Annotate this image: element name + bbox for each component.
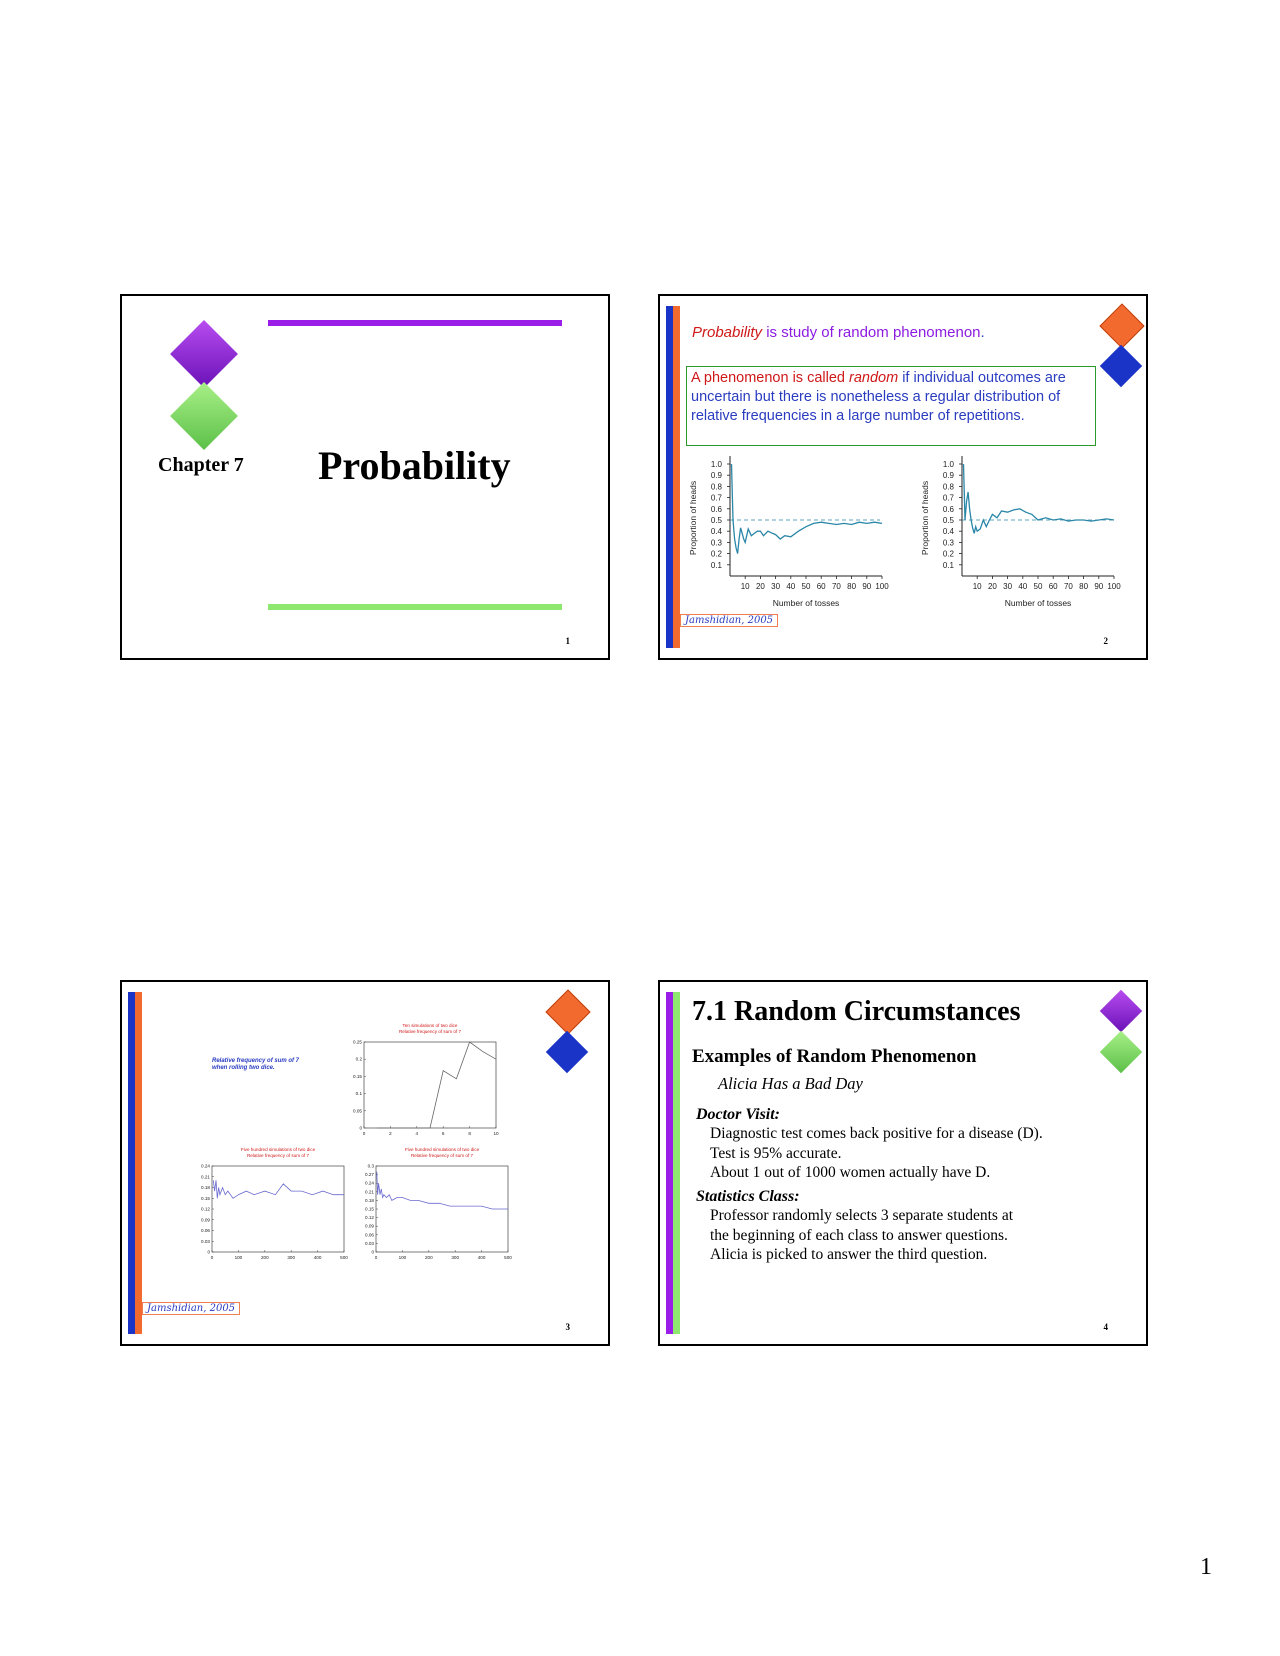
x-tick-label: 300: [451, 1255, 460, 1260]
text-line: Test is 95% accurate.: [710, 1144, 842, 1162]
x-tick-label: 90: [1094, 582, 1104, 591]
y-axis-label: Proportion of heads: [920, 480, 930, 556]
y-tick-label: 0.3: [942, 538, 954, 548]
y-tick-label: 0.06: [201, 1228, 210, 1233]
y-tick-label: 0.25: [353, 1039, 362, 1045]
y-tick-label: 0: [207, 1249, 210, 1255]
definition-rest: is study of random phenomenon: [762, 324, 981, 341]
section-doctor-visit: Doctor Visit:: [696, 1106, 781, 1123]
x-tick-label: 10: [740, 582, 750, 591]
random-term: random: [849, 370, 899, 386]
plot-frame: [212, 1166, 344, 1252]
y-tick-label: 0.9: [710, 471, 722, 481]
chart-title: Five hundred simulations of two dice: [240, 1147, 316, 1152]
text-line: About 1 out of 1000 women actually have D.: [710, 1164, 991, 1181]
coin-toss-chart-2: [916, 452, 1121, 622]
slide-4: [658, 980, 1148, 1346]
orange-diamond-icon: [1099, 303, 1144, 348]
y-tick-label: 1.0: [710, 460, 722, 469]
x-axis-label: Number of tosses: [772, 598, 840, 608]
y-tick-label: 0.4: [710, 527, 722, 537]
probability-term: Probability: [692, 324, 763, 341]
y-tick-label: 0.27: [365, 1172, 374, 1178]
y-tick-label: 0.1: [942, 560, 954, 570]
data-line: [732, 464, 883, 554]
chart-subtitle: Relative frequency of sum of 7: [410, 1153, 474, 1158]
y-tick-label: 0.3: [367, 1163, 374, 1169]
y-tick-label: 0: [371, 1249, 374, 1255]
x-tick-label: 70: [1063, 582, 1073, 591]
author-credit: Jamshidian, 2005: [142, 1302, 240, 1315]
x-tick-label: 70: [831, 582, 841, 591]
x-tick-label: 60: [1048, 582, 1058, 591]
slide-number: 1: [565, 636, 570, 646]
y-tick-label: 0.05: [353, 1108, 362, 1114]
x-tick-label: 50: [1033, 582, 1043, 591]
y-tick-label: 0.6: [942, 504, 954, 514]
y-tick-label: 0.03: [201, 1238, 210, 1244]
data-line: [377, 1042, 496, 1128]
slide-3: [120, 980, 610, 1346]
x-tick-label: 100: [398, 1255, 407, 1260]
purple-diamond-icon: [170, 320, 238, 388]
slide-number: 3: [565, 1322, 570, 1332]
chapter-label: Chapter 7: [158, 454, 244, 476]
side-bars: [128, 992, 142, 1334]
y-tick-label: 0: [359, 1125, 362, 1131]
x-tick-label: 60: [816, 582, 826, 591]
y-tick-label: 0.4: [942, 527, 954, 537]
x-tick-label: 40: [1018, 582, 1028, 591]
x-tick-label: 100: [1107, 582, 1121, 591]
chart-subtitle: Relative frequency of sum of 7: [398, 1029, 462, 1034]
y-tick-label: 0.2: [942, 549, 954, 559]
x-tick-label: 100: [875, 582, 889, 591]
x-tick-label: 20: [987, 582, 997, 591]
data-line: [213, 1180, 344, 1198]
slide-subtitle: Examples of Random Phenomenon: [692, 1046, 977, 1067]
y-tick-label: 0.12: [201, 1206, 210, 1212]
y-axis-label: Proportion of heads: [688, 480, 698, 556]
x-tick-label: 500: [504, 1255, 512, 1260]
x-tick-label: 6: [441, 1131, 445, 1136]
green-diamond-icon: [1100, 1031, 1142, 1073]
dice-chart-ten: [342, 1020, 502, 1140]
y-tick-label: 0.8: [710, 482, 722, 492]
doctor-visit-lines: [710, 1124, 1043, 1183]
y-tick-label: 0.8: [942, 482, 954, 492]
blue-diamond-icon: [1100, 345, 1142, 387]
y-tick-label: 0.21: [365, 1189, 374, 1195]
chart-subtitle: Relative frequency of sum of 7: [246, 1153, 310, 1158]
dice-chart-500-a: [190, 1144, 350, 1264]
x-tick-label: 40: [786, 582, 796, 591]
x-tick-label: 30: [771, 582, 781, 591]
x-tick-label: 10: [972, 582, 982, 591]
side-bars: [666, 992, 680, 1334]
slide-title: Probability: [318, 443, 511, 488]
y-tick-label: 0.7: [710, 493, 722, 503]
purple-rule: [268, 320, 562, 326]
x-tick-label: 80: [847, 582, 857, 591]
dice-chart-500-b: [354, 1144, 514, 1264]
x-tick-label: 80: [1079, 582, 1089, 591]
author-credit: Jamshidian, 2005: [680, 614, 778, 627]
x-tick-label: 90: [862, 582, 872, 591]
text-line: Diagnostic test comes back positive for a disease (D).: [710, 1125, 1043, 1142]
x-tick-label: 50: [801, 582, 811, 591]
plot-frame: [364, 1042, 496, 1128]
x-tick-label: 400: [477, 1255, 486, 1260]
y-tick-label: 0.1: [355, 1091, 362, 1097]
random-definition-box: A phenomenon is called random if individual outcomes are uncertain but there is nonetheless a regular distribution of relative frequencies in a large number of repetitions.: [686, 366, 1096, 446]
page-number: 1: [1200, 1554, 1212, 1580]
y-tick-label: 1.0: [942, 460, 954, 469]
dice-caption: Relative frequency of sum of 7 when rolling two dice.: [212, 1058, 300, 1071]
x-axis-label: Number of tosses: [1004, 598, 1072, 608]
purple-diamond-icon: [1100, 990, 1142, 1032]
text-line: the beginning of each class to answer questions.: [710, 1226, 1008, 1244]
y-tick-label: 0.15: [201, 1195, 210, 1201]
y-tick-label: 0.18: [365, 1197, 374, 1203]
definition-line: Probability is study of random phenomenon.: [692, 324, 985, 341]
x-tick-label: 8: [468, 1131, 471, 1136]
slide-number: 4: [1103, 1322, 1108, 1332]
x-tick-label: 0: [362, 1131, 366, 1136]
x-tick-label: 0: [374, 1255, 378, 1260]
y-tick-label: 0.12: [365, 1215, 374, 1221]
slide-title: 7.1 Random Circumstances: [692, 996, 1021, 1027]
y-tick-label: 0.7: [942, 493, 954, 503]
slide-number: 2: [1103, 636, 1108, 646]
x-tick-label: 300: [287, 1255, 296, 1260]
slide-2: [658, 294, 1148, 660]
data-line: [964, 464, 1115, 533]
orange-diamond-icon: [545, 989, 590, 1034]
y-tick-label: 0.6: [710, 504, 722, 514]
y-tick-label: 0.2: [355, 1056, 362, 1062]
x-tick-label: 400: [313, 1255, 322, 1260]
y-tick-label: 0.5: [710, 516, 722, 525]
y-tick-label: 0.24: [365, 1180, 374, 1186]
y-tick-label: 0.9: [942, 471, 954, 481]
y-tick-label: 0.21: [201, 1174, 210, 1180]
y-tick-label: 0.06: [365, 1232, 374, 1238]
y-tick-label: 0.15: [353, 1073, 362, 1079]
chart-title: Five hundred simulations of two dice: [404, 1147, 480, 1152]
text-line: Alicia is picked to answer the third question.: [710, 1246, 988, 1263]
green-diamond-icon: [170, 382, 238, 450]
x-tick-label: 20: [755, 582, 765, 591]
y-tick-label: 0.3: [710, 538, 722, 548]
data-line: [377, 1172, 508, 1209]
coin-toss-chart-1: [684, 452, 889, 622]
x-tick-label: 500: [340, 1255, 348, 1260]
x-tick-label: 200: [424, 1255, 433, 1260]
x-tick-label: 0: [210, 1255, 214, 1260]
x-tick-label: 2: [389, 1131, 392, 1136]
x-tick-label: 10: [493, 1131, 499, 1136]
y-tick-label: 0.03: [365, 1240, 374, 1246]
green-rule: [268, 604, 562, 610]
chart-title: Ten simulations of two dice: [402, 1023, 458, 1028]
section-statistics-class: Statistics Class:: [696, 1188, 800, 1205]
y-tick-label: 0.1: [710, 560, 722, 570]
y-tick-label: 0.09: [365, 1223, 374, 1229]
y-tick-label: 0.09: [201, 1217, 210, 1223]
slide-1: [120, 294, 610, 660]
blue-diamond-icon: [546, 1031, 588, 1073]
y-tick-label: 0.5: [942, 516, 954, 525]
example-title: Alicia Has a Bad Day: [718, 1074, 863, 1093]
statistics-class-lines: [710, 1206, 1013, 1265]
x-tick-label: 200: [260, 1255, 269, 1260]
side-bars: [666, 306, 680, 648]
y-tick-label: 0.2: [710, 549, 722, 559]
x-tick-label: 30: [1003, 582, 1013, 591]
y-tick-label: 0.18: [201, 1185, 210, 1190]
x-tick-label: 100: [234, 1255, 243, 1260]
x-tick-label: 4: [415, 1131, 419, 1136]
y-tick-label: 0.15: [365, 1206, 374, 1212]
text-line: Professor randomly selects 3 separate students at: [710, 1207, 1014, 1224]
y-tick-label: 0.24: [201, 1163, 210, 1169]
plot-frame: [376, 1166, 508, 1252]
